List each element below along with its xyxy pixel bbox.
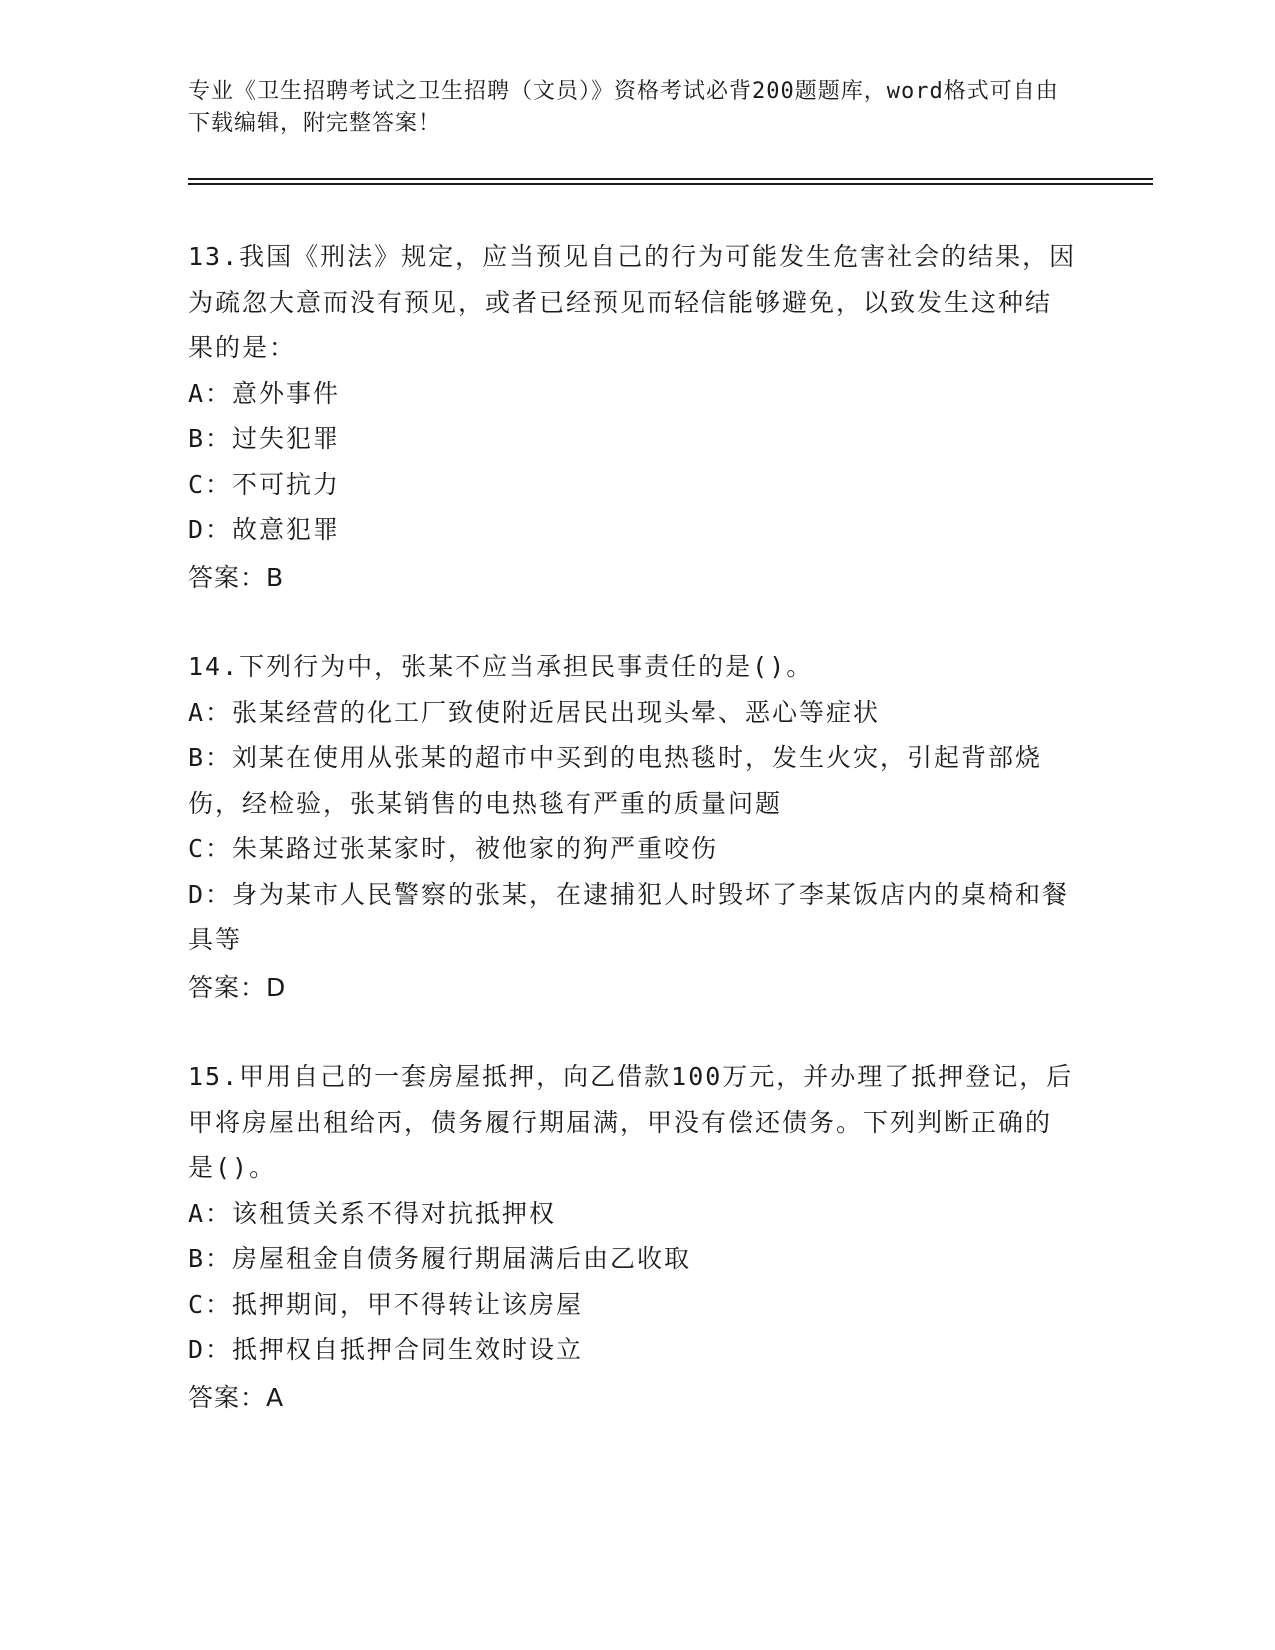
question-15 bbox=[188, 1054, 1078, 1420]
question-13 bbox=[188, 234, 1078, 600]
question-stem: 13.我国《刑法》规定，应当预见自己的行为可能发生危害社会的结果，因为疏忽大意而没有预见，或者已经预见而轻信能够避免，以致发生这种结果的是： bbox=[188, 242, 1077, 362]
option-b: B：房屋租金自债务履行期届满后由乙收取 bbox=[188, 1244, 692, 1273]
option-d: D：故意犯罪 bbox=[188, 515, 341, 544]
answer: 答案：B bbox=[188, 562, 285, 592]
question-14 bbox=[188, 644, 1078, 1010]
question-stem: 14.下列行为中，张某不应当承担民事责任的是()。 bbox=[188, 652, 814, 681]
option-c: C：不可抗力 bbox=[188, 469, 341, 499]
option-d: D：身为某市人民警察的张某，在逮捕犯人时毁坏了李某饭店内的桌椅和餐具等 bbox=[188, 879, 1070, 954]
option-c: C：抵押期间，甲不得转让该房屋 bbox=[188, 1289, 584, 1319]
header-rule-top bbox=[188, 178, 1153, 180]
option-a: A：意外事件 bbox=[188, 378, 341, 408]
document-header: 专业《卫生招聘考试之卫生招聘（文员）》资格考试必背200题题库，word格式可自由下载编辑，附完整答案！ bbox=[188, 79, 1059, 136]
option-a: A：张某经营的化工厂致使附近居民出现头晕、恶心等症状 bbox=[188, 697, 881, 727]
answer: 答案：A bbox=[188, 1382, 285, 1412]
answer: 答案：D bbox=[188, 972, 287, 1002]
option-b: B：过失犯罪 bbox=[188, 424, 341, 453]
header-rule-bottom bbox=[188, 183, 1153, 185]
option-d: D：抵押权自抵押合同生效时设立 bbox=[188, 1335, 584, 1364]
option-a: A：该租赁关系不得对抗抵押权 bbox=[188, 1198, 557, 1228]
option-c: C：朱某路过张某家时，被他家的狗严重咬伤 bbox=[188, 834, 719, 863]
option-b: B：刘某在使用从张某的超市中买到的电热毯时，发生火灾，引起背部烧伤，经检验，张某销售的电热毯有严重的质量问题 bbox=[188, 743, 1043, 818]
question-stem: 15.甲用自己的一套房屋抵押，向乙借款100万元，并办理了抵押登记，后甲将房屋出租给丙，债务履行期届满，甲没有偿还债务。下列判断正确的是()。 bbox=[188, 1062, 1074, 1182]
